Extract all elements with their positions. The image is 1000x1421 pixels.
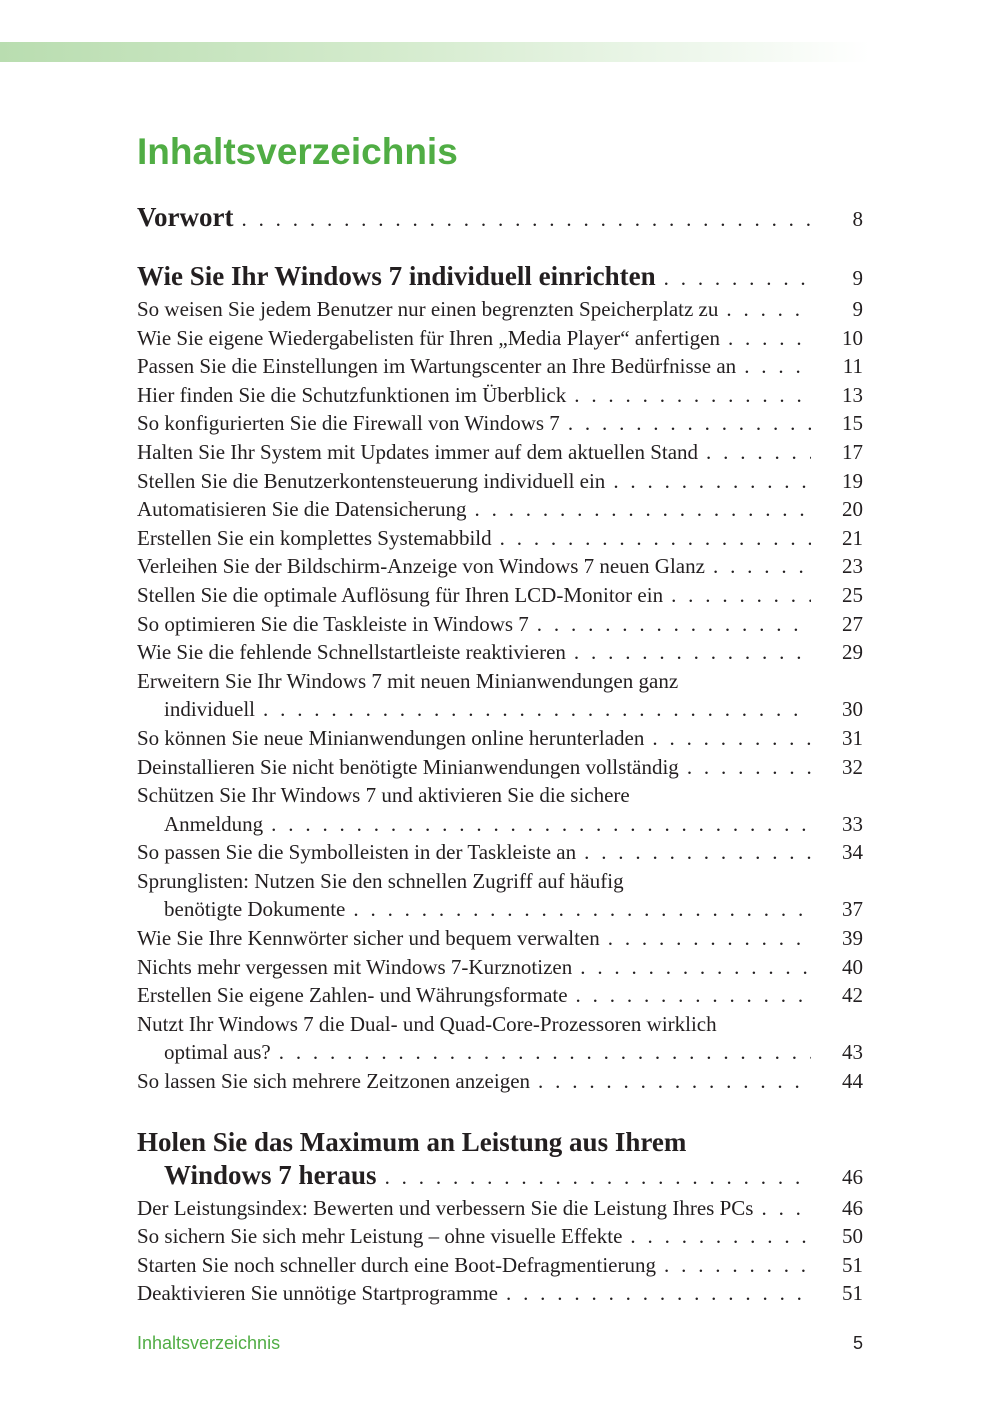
toc-entry-title-line1: Erweitern Sie Ihr Windows 7 mit neuen Minianwendungen ganz	[137, 668, 679, 693]
toc-page-number: 51	[842, 1252, 863, 1277]
dot-leader	[728, 324, 811, 353]
dot-leader	[664, 1251, 811, 1280]
page-title: Inhaltsverzeichnis	[137, 131, 458, 172]
dot-leader	[761, 1194, 811, 1223]
toc-entry[interactable]	[137, 352, 863, 381]
toc-entry-title-line1: Schützen Sie Ihr Windows 7 und aktivieren Sie die sichere	[137, 783, 630, 808]
toc-entry-title: So passen Sie die Symbolleisten in der Taskleiste an	[137, 840, 577, 865]
toc-entry-title: Automatisieren Sie die Datensicherung	[137, 497, 467, 522]
toc-entry[interactable]	[137, 438, 863, 467]
toc-page-number: 46	[842, 1164, 863, 1189]
toc-page-number: 32	[842, 754, 863, 779]
toc-entry-title-line1: Sprunglisten: Nutzen Sie den schnellen Zugriff auf häufig	[137, 868, 624, 893]
toc-entry[interactable]	[137, 1251, 863, 1280]
toc-entry-title: Wie Sie die fehlende Schnellstartleiste reaktivieren	[137, 640, 566, 665]
header-color-bar	[0, 42, 870, 62]
toc-chapter-title: Vorwort	[137, 202, 234, 232]
toc-entry[interactable]	[137, 838, 863, 867]
toc-page-number: 21	[842, 525, 863, 550]
dot-leader	[279, 1038, 811, 1067]
toc-entry-title-line2: individuell	[164, 697, 255, 722]
dot-leader	[726, 295, 811, 324]
toc-entry-title: Hier finden Sie die Schutzfunktionen im Überblick	[137, 382, 567, 407]
footer-page-number: 5	[852, 1333, 863, 1353]
dot-leader	[353, 895, 811, 924]
toc-chapter-title-line1: Holen Sie das Maximum an Leistung aus Ihrem	[137, 1126, 687, 1157]
toc-page-number: 9	[852, 266, 863, 290]
toc-entry[interactable]	[137, 638, 863, 667]
toc-entry[interactable]	[137, 953, 863, 982]
toc-entry-multiline[interactable]	[137, 867, 863, 924]
toc-page-number: 40	[842, 954, 863, 979]
dot-leader	[608, 924, 811, 953]
toc-page-number: 31	[842, 725, 863, 750]
dot-leader	[537, 610, 811, 639]
dot-leader	[580, 953, 811, 982]
dot-leader	[568, 409, 811, 438]
toc-entry[interactable]	[137, 1067, 863, 1096]
toc-page-number: 8	[852, 207, 863, 231]
toc-entry-title: So sichern Sie sich mehr Leistung – ohne visuelle Effekte	[137, 1224, 623, 1249]
toc-page-number: 27	[842, 611, 863, 636]
toc-chapter-title-line2: Windows 7 heraus	[164, 1159, 377, 1190]
toc-page-number: 19	[842, 468, 863, 493]
toc-page-number: 23	[842, 554, 863, 579]
toc-entry-title: Halten Sie Ihr System mit Updates immer auf dem aktuellen Stand	[137, 439, 699, 464]
toc-entry[interactable]	[137, 581, 863, 610]
toc-entry-title: Der Leistungsindex: Bewerten und verbessern Sie die Leistung Ihres PCs	[137, 1195, 754, 1220]
toc-page-number: 10	[842, 325, 863, 350]
toc-entry-multiline[interactable]	[137, 667, 863, 724]
toc-entry-title: So optimieren Sie die Taskleiste in Windows 7	[137, 611, 529, 636]
toc-entry[interactable]	[137, 295, 863, 324]
dot-leader	[271, 810, 811, 839]
toc-entry-title: So konfigurierten Sie die Firewall von Windows 7	[137, 411, 560, 436]
dot-leader	[664, 261, 811, 295]
toc-entry-title: Stellen Sie die Benutzerkontensteuerung individuell ein	[137, 468, 606, 493]
toc-page-number: 15	[842, 411, 863, 436]
toc-entry-title: Deaktivieren Sie unnötige Startprogramme	[137, 1281, 498, 1306]
toc-page-number: 33	[842, 811, 863, 836]
toc-entry-title: Verleihen Sie der Bildschirm-Anzeige von Windows 7 neuen Glanz	[137, 554, 705, 579]
toc-entry-multiline[interactable]	[137, 1010, 863, 1067]
toc-entry[interactable]	[137, 610, 863, 639]
toc-page-number: 42	[842, 983, 863, 1008]
dot-leader	[706, 438, 811, 467]
toc-page-number: 29	[842, 640, 863, 665]
toc-entry-title: Nichts mehr vergessen mit Windows 7-Kurznotizen	[137, 954, 573, 979]
dot-leader	[241, 202, 811, 236]
toc-entry[interactable]	[137, 552, 863, 581]
toc-page-number: 20	[842, 497, 863, 522]
dot-leader	[506, 1279, 811, 1308]
toc-entry[interactable]	[137, 981, 863, 1010]
toc-page-number: 37	[842, 897, 863, 922]
toc-entry[interactable]	[137, 524, 863, 553]
toc-entry-title: Wie Sie eigene Wiedergabelisten für Ihren „Media Player“ anfertigen	[137, 325, 720, 350]
table-of-contents	[137, 200, 863, 1308]
toc-page-number: 51	[842, 1281, 863, 1306]
dot-leader	[574, 638, 811, 667]
toc-page-number: 25	[842, 582, 863, 607]
dot-leader	[475, 495, 812, 524]
toc-entry-title-line2: benötigte Dokumente	[164, 897, 346, 922]
toc-page-number: 11	[842, 354, 863, 379]
dot-leader	[385, 1160, 811, 1194]
toc-entry-title: Stellen Sie die optimale Auflösung für Ihren LCD-Monitor ein	[137, 582, 664, 607]
toc-entry-title: So weisen Sie jedem Benutzer nur einen begrenzten Speicherplatz zu	[137, 297, 719, 321]
dot-leader	[630, 1222, 811, 1251]
toc-chapter-title: Wie Sie Ihr Windows 7 individuell einrichten	[137, 261, 656, 291]
footer-section-title: Inhaltsverzeichnis	[137, 1333, 281, 1353]
toc-entry-title: Erstellen Sie eigene Zahlen- und Währungsformate	[137, 983, 568, 1008]
toc-page-number: 34	[842, 840, 863, 865]
dot-leader	[538, 1067, 811, 1096]
toc-entry[interactable]	[137, 409, 863, 438]
dot-leader	[671, 581, 811, 610]
toc-entry-title-line2: Anmeldung	[164, 811, 264, 836]
dot-leader	[687, 753, 811, 782]
toc-entry[interactable]	[137, 1194, 863, 1223]
dot-leader	[574, 381, 811, 410]
toc-entry-title-line1: Nutzt Ihr Windows 7 die Dual- und Quad-Core-Prozessoren wirklich	[137, 1011, 717, 1036]
toc-page-number: 17	[842, 439, 863, 464]
toc-entry[interactable]	[137, 495, 863, 524]
dot-leader	[713, 552, 811, 581]
toc-chapter-1[interactable]	[137, 259, 863, 295]
dot-leader	[576, 981, 811, 1010]
toc-page-number: 43	[842, 1040, 863, 1065]
toc-entry-title: Deinstallieren Sie nicht benötigte Minianwendungen vollständig	[137, 754, 679, 779]
toc-entry-title: Starten Sie noch schneller durch eine Boot-Defragmentierung	[137, 1252, 656, 1277]
toc-entry-title: Erstellen Sie ein komplettes Systemabbild	[137, 525, 492, 550]
toc-entry[interactable]	[137, 1279, 863, 1308]
toc-chapter-vorwort[interactable]	[137, 200, 863, 236]
toc-entry-title: Wie Sie Ihre Kennwörter sicher und bequem verwalten	[137, 926, 600, 951]
dot-leader	[744, 352, 811, 381]
toc-page-number: 46	[842, 1195, 863, 1220]
dot-leader	[652, 724, 811, 753]
toc-entry-title: So können Sie neue Minianwendungen online herunterladen	[137, 725, 645, 750]
toc-entry-title: Passen Sie die Einstellungen im Wartungscenter an Ihre Bedürfnisse an	[137, 354, 737, 379]
toc-entry[interactable]	[137, 724, 863, 753]
toc-page-number: 44	[842, 1069, 863, 1094]
toc-entry-multiline[interactable]	[137, 781, 863, 838]
dot-leader	[263, 695, 811, 724]
dot-leader	[613, 467, 811, 496]
toc-entry[interactable]	[137, 467, 863, 496]
toc-entry-title-line2: optimal aus?	[164, 1040, 271, 1065]
toc-page-number: 50	[842, 1224, 863, 1249]
toc-entry[interactable]	[137, 324, 863, 353]
toc-page-number: 13	[842, 382, 863, 407]
toc-chapter-2[interactable]	[137, 1126, 863, 1194]
toc-entry[interactable]	[137, 924, 863, 953]
toc-entry-title: So lassen Sie sich mehrere Zeitzonen anzeigen	[137, 1069, 531, 1094]
toc-entry[interactable]	[137, 1222, 863, 1251]
toc-entry[interactable]	[137, 753, 863, 782]
dot-leader	[500, 524, 811, 553]
toc-page-number: 39	[842, 926, 863, 951]
toc-page-number: 9	[852, 297, 863, 321]
toc-page-number: 30	[842, 697, 863, 722]
toc-entry[interactable]	[137, 381, 863, 410]
dot-leader	[584, 838, 811, 867]
